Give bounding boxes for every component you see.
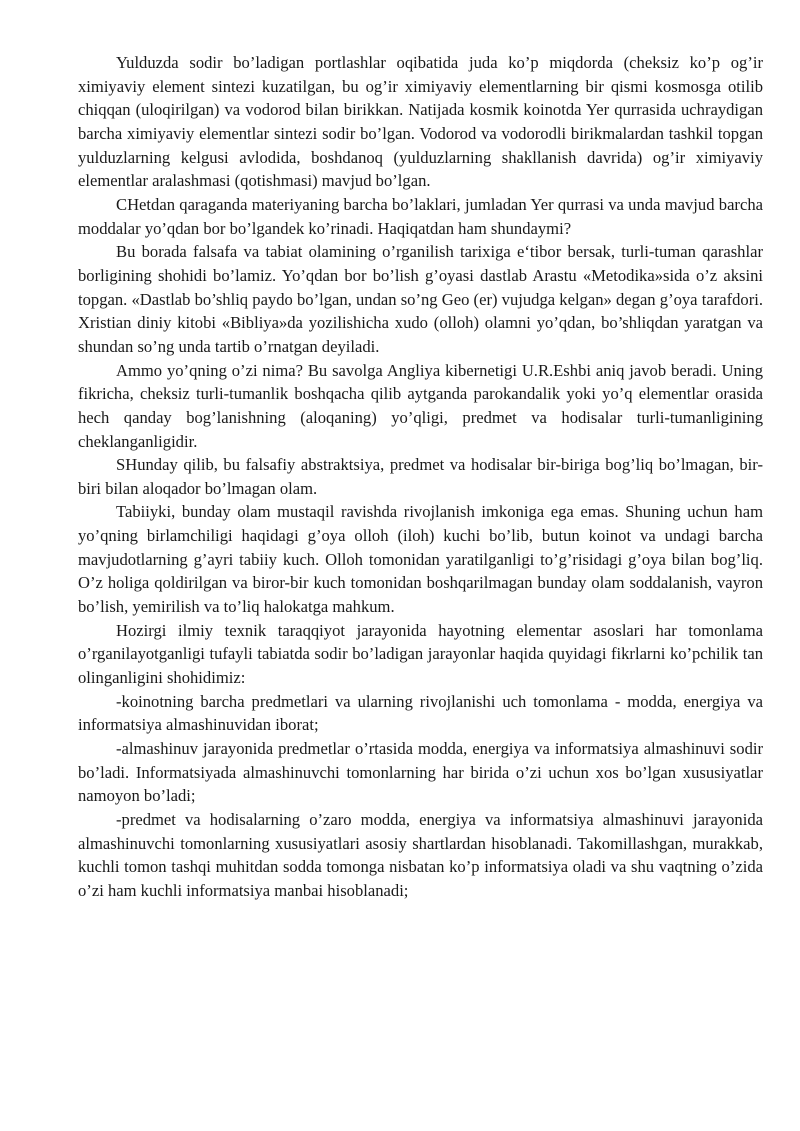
paragraph-5: SHunday qilib, bu falsafiy abstraktsiya, predmet va hodisalar bir-biriga bog’liq bo’lmagan, bir-biri bilan aloqador bo’lmagan olam. (78, 455, 763, 498)
paragraph-1: Yulduzda sodir bo’ladigan portlashlar oqibatida juda ko’p miqdorda (cheksiz ko’p og’ir ximiyaviy element sintezi kuzatilgan, bu og’ir ximiyaviy elementlarning bir qismi kosmosga otilib chiqqan (uloqirilgan) va vodorod bilan birikkan. Natijada kosmik koinotda Yer qurrasida uchraydigan barcha ximiyaviy elementlar sintezi sodir bo’lgan. Vodorod va vodorodli birikmalardan tashkil topgan yulduzlarning kelgusi avlodida, boshdanoq (yulduzlarning shakllanish davrida) og’ir ximiyaviy elementlar aralashmasi (qotishmasi) mavjud bo’lgan. (78, 53, 763, 191)
list-item-2: -almashinuv jarayonida predmetlar o’rtasida modda, energiya va informatsiya almashinuvi sodir bo’ladi. Informatsiyada almashinuvchi tomonlarning har birida o’zi uchun xos bo’lgan xususiyatlar namoyon bo’ladi; (78, 739, 763, 806)
document-page (78, 51, 763, 903)
list-item-3: -predmet va hodisalarning o’zaro modda, energiya va informatsiya almashinuvi jarayonida almashinuvchi tomonlarning xususiyatlari asosiy shartlardan hisoblanadi. Takomillashgan, murakkab, kuchli tomon tashqi muhitdan sodda tomonga nisbatan ko’p informatsiya oladi va shu vaqtning o’zida o’zi ham kuchli informatsiya manbai hisoblanadi; (78, 810, 763, 900)
list-item-1: -koinotning barcha predmetlari va ularning rivojlanishi uch tomonlama - modda, energiya va informatsiya almashinuvidan iborat; (78, 691, 763, 735)
paragraph-3: Bu borada falsafa va tabiat olamining o’rganilish tarixiga e‘tibor bersak, turli-tuman qarashlar borligining shohidi bo’lamiz. Yo’qdan bor bo’lish g’oyasi dastlab Arastu «Metodika»sida o’z aksini topgan. «Dastlab bo’shliq paydo bo’lgan, undan so’ng Geo (er) vujudga kelgan» degan g’oya tarafdori. Xristian diniy kitobi «Bibliya»da yozilishicha xudo (olloh) olamni yo’qdan, bo’shliqdan yaratgan va shundan so’ng unda tartib o’rnatgan deyiladi. (78, 242, 763, 356)
paragraph-7: Hozirgi ilmiy texnik taraqqiyot jarayonida hayotning elementar asoslari har tomonlama o’rganilayotganligi tufayli tabiatda sodir bo’ladigan jarayonlar haqida quyidagi fikrlarni ko’pchilik tan olinganligini shohidimiz: (78, 620, 763, 688)
paragraph-6: Tabiiyki, bunday olam mustaqil ravishda rivojlanish imkoniga ega emas. Shuning uchun ham yo’qning birlamchiligi haqidagi g’oya olloh (iloh) kuchi bo’lib, butun koinot va undagi barcha mavjudotlarning g’ayri tabiiy kuch. Olloh tomonidan yaratilganligi to’g’risidagi g’oya bilan bog’liq. O’z holiga qoldirilgan va biror-bir kuch tomonidan boshqarilmagan bunday olam soddalanish, vayron bo’lish, yemirilish va to’liq halokatga mahkum. (78, 502, 763, 617)
paragraph-2: CHetdan qaraganda materiyaning barcha bo’laklari, jumladan Yer qurrasi va unda mavjud barcha moddalar yo’qdan bor bo’lgandek ko’rinadi. Haqiqatdan ham shundaymi? (78, 194, 763, 238)
paragraph-4: Ammo yo’qning o’zi nima? Bu savolga Angliya kibernetigi U.R.Eshbi aniq javob beradi. Uning fikricha, cheksiz turli-tumanlik boshqacha qilib aytganda parokandalik yoki yo’q elementlar orasida hech qanday bog’lanishning (aloqaning) yo’qligi, predmet va hodisalar turli-tumanligining cheklanganligidir. (78, 360, 763, 451)
